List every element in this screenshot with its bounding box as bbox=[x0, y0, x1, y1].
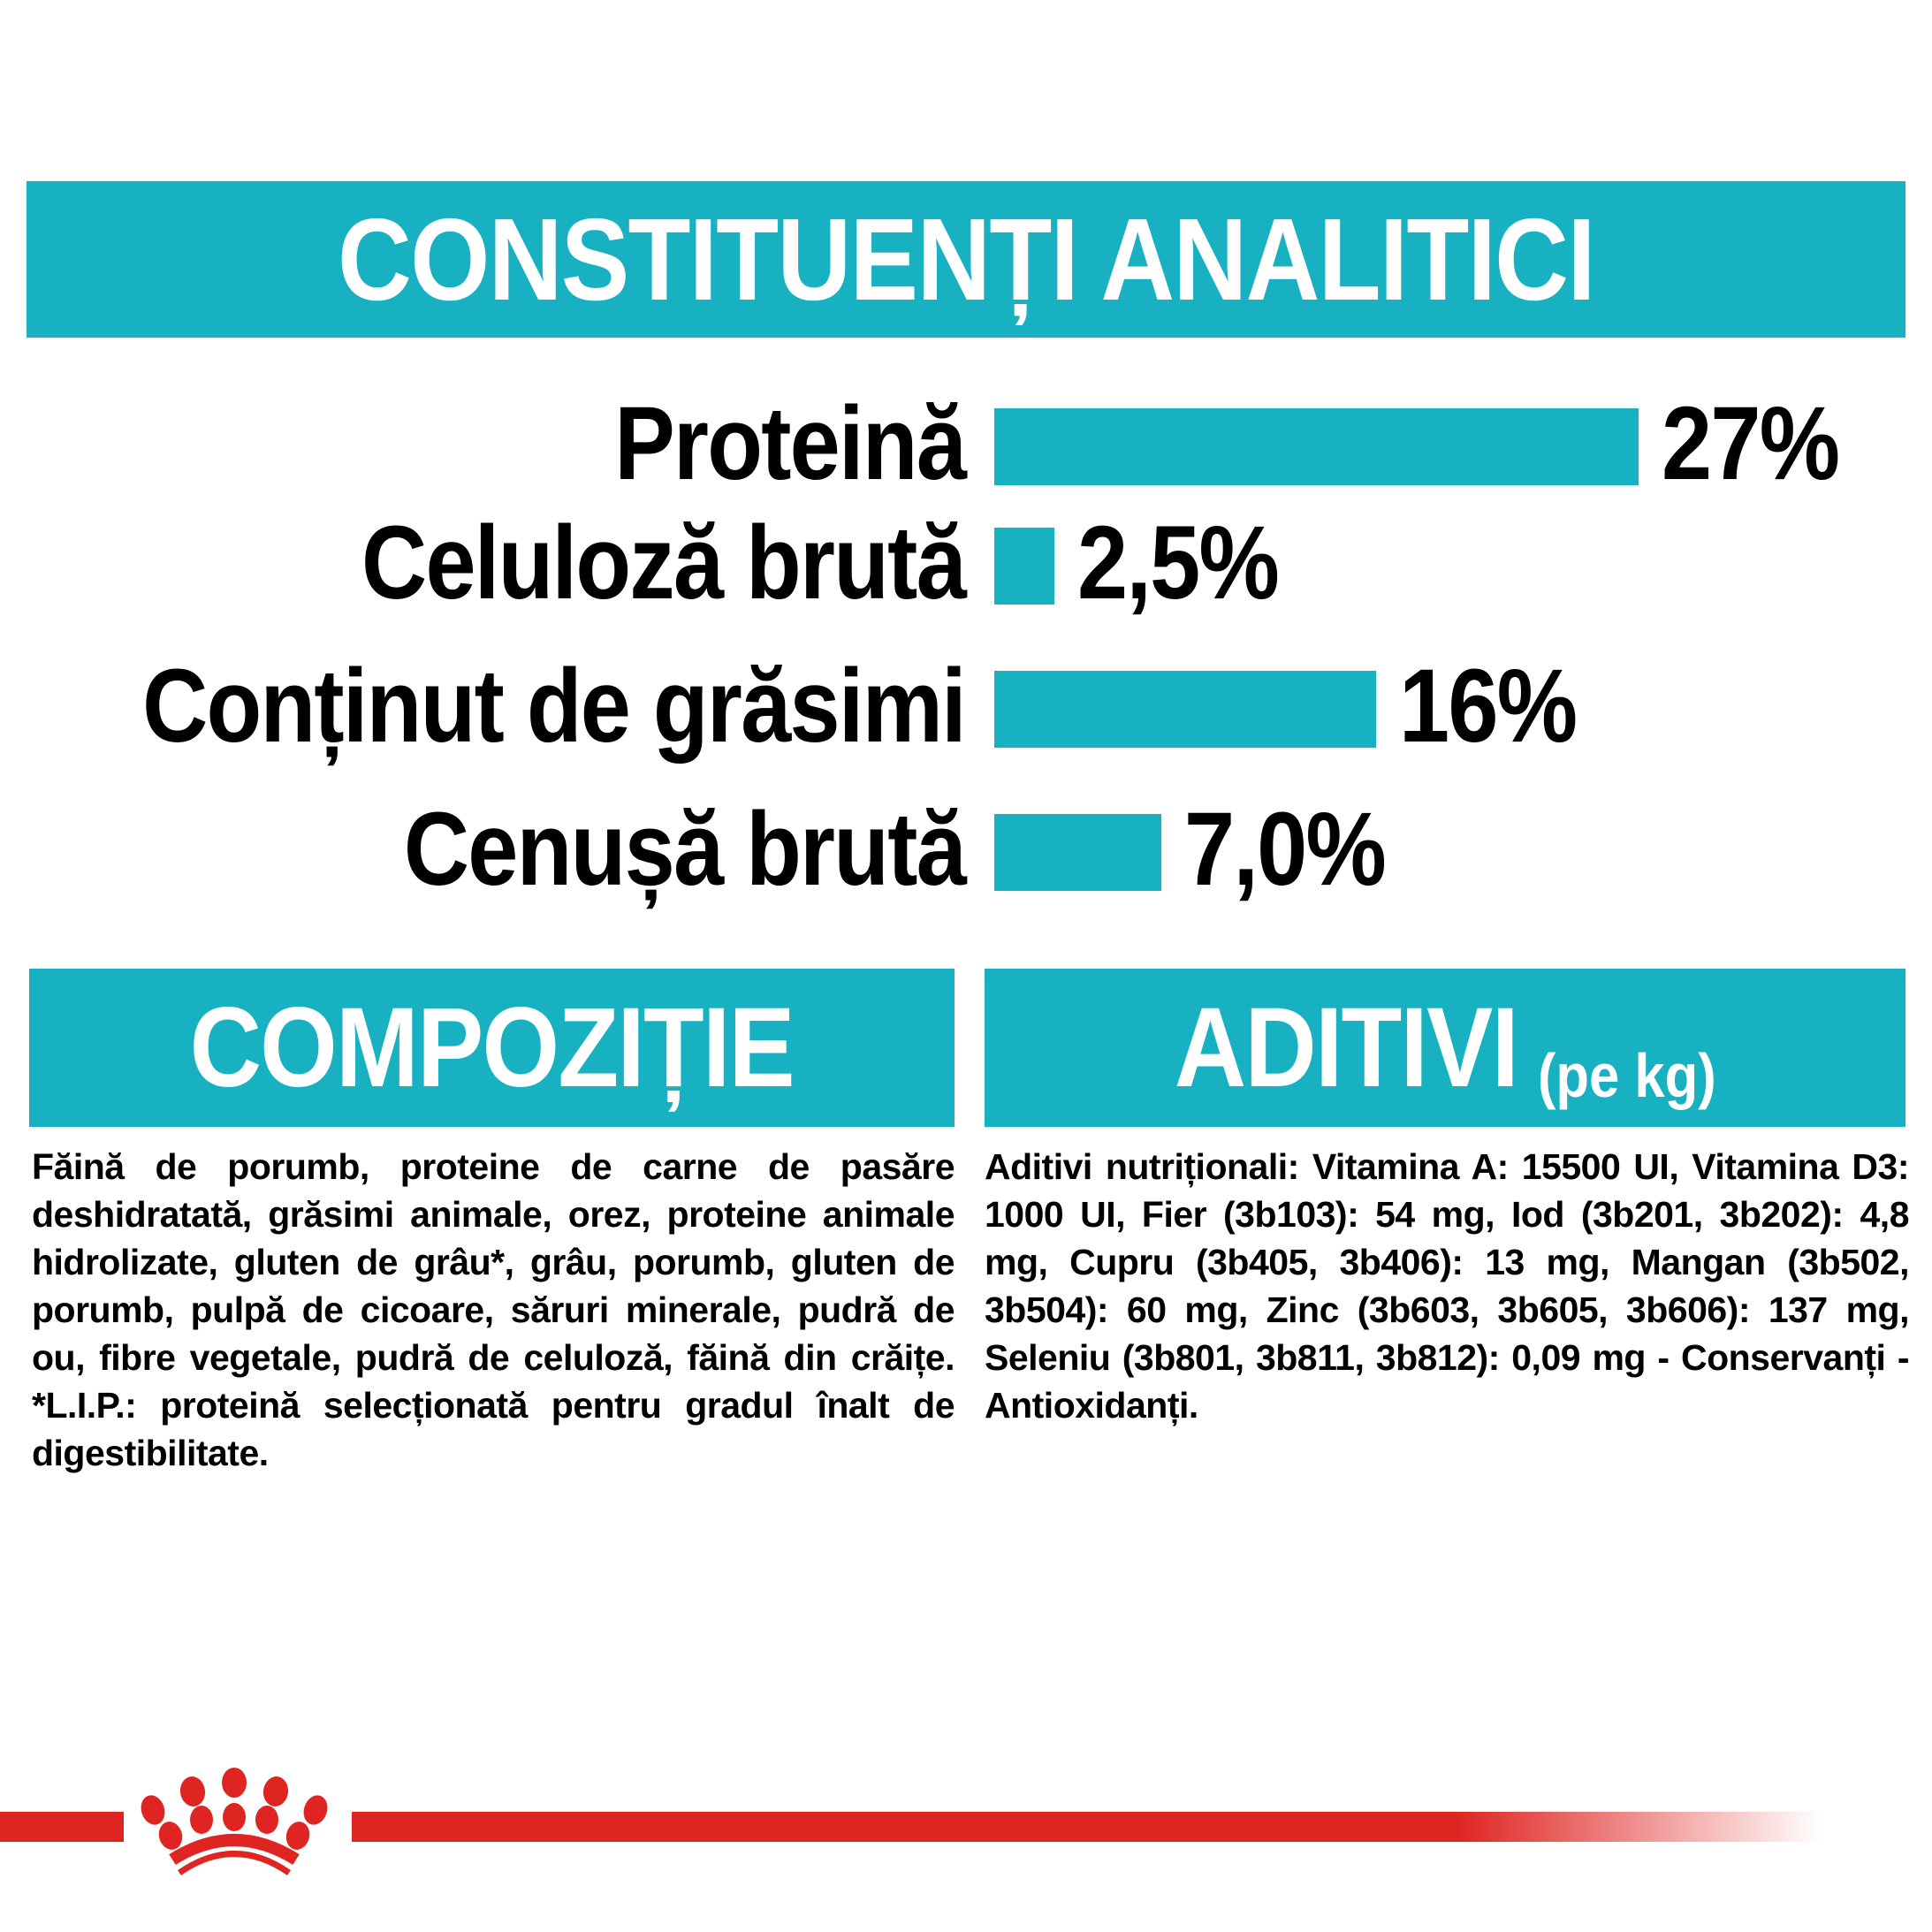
additives-title-suffix: (pe kg) bbox=[1537, 1041, 1716, 1110]
chart-row-protein bbox=[0, 384, 1932, 502]
bar-category-label: Celuloză brută bbox=[361, 504, 965, 621]
fibre-bar bbox=[994, 528, 1054, 605]
additives-text: Aditivi nutriționali: Vitamina A: 15500 UI, Vitamina D3: 1000 UI, Fier (3b103): 54 mg, Iod (3b201, 3b202): 4,8 mg, Cupru (3b405, 3b406): 13 mg, Mangan (3b502, 3b504): 60 mg, Zinc (3b603, 3b605, 3b606): 137 mg, Seleniu (3b801, 3b811, 3b812): 0,09 mg - Conservanți - Antioxidanți. bbox=[985, 1146, 1909, 1426]
bar-category-label: Conținut de grăsimi bbox=[142, 647, 965, 764]
footer-red-band-left bbox=[0, 1812, 124, 1842]
bar-value-label: 7,0% bbox=[1184, 790, 1386, 908]
chart-row-ash bbox=[0, 790, 1932, 908]
additives-title: ADITIVI (pe kg) bbox=[1174, 985, 1716, 1111]
chart-row-fibre bbox=[0, 504, 1932, 621]
fat-bar bbox=[994, 671, 1376, 748]
bar-value-label: 27% bbox=[1662, 384, 1839, 502]
chart-row-fat bbox=[0, 647, 1932, 764]
protein-bar bbox=[994, 408, 1639, 485]
bar-category-label: Cenușă brută bbox=[403, 790, 965, 908]
bar-category-label: Proteină bbox=[614, 384, 965, 502]
bar-value-label: 16% bbox=[1399, 647, 1577, 764]
composition-text: Făină de porumb, proteine de carne de pasăre deshidratată, grăsimi animale, orez, proteine animale hidrolizate, gluten de grâu*, grâu, porumb, gluten de porumb, pulpă de cicoare, săruri minerale, pudră de ou, fibre vegetale, pudră de celuloză, făină din crăițe. *L.I.P.: proteină selecționată pentru gradul înalt de digestibilitate. bbox=[32, 1146, 955, 1473]
crown-base-arcs bbox=[172, 1840, 296, 1873]
footer-red-band-right bbox=[352, 1812, 1932, 1842]
analytical-constituents-banner bbox=[27, 181, 1905, 338]
composition-banner bbox=[29, 969, 955, 1127]
analytical-constituents-title: CONSTITUENȚI ANALITICI bbox=[338, 194, 1594, 324]
bar-value-label: 2,5% bbox=[1077, 504, 1279, 621]
royal-canin-crown-paw-icon bbox=[137, 1768, 331, 1878]
ash-bar bbox=[994, 814, 1161, 891]
additives-banner bbox=[985, 969, 1905, 1127]
composition-title: COMPOZIȚIE bbox=[189, 985, 795, 1111]
